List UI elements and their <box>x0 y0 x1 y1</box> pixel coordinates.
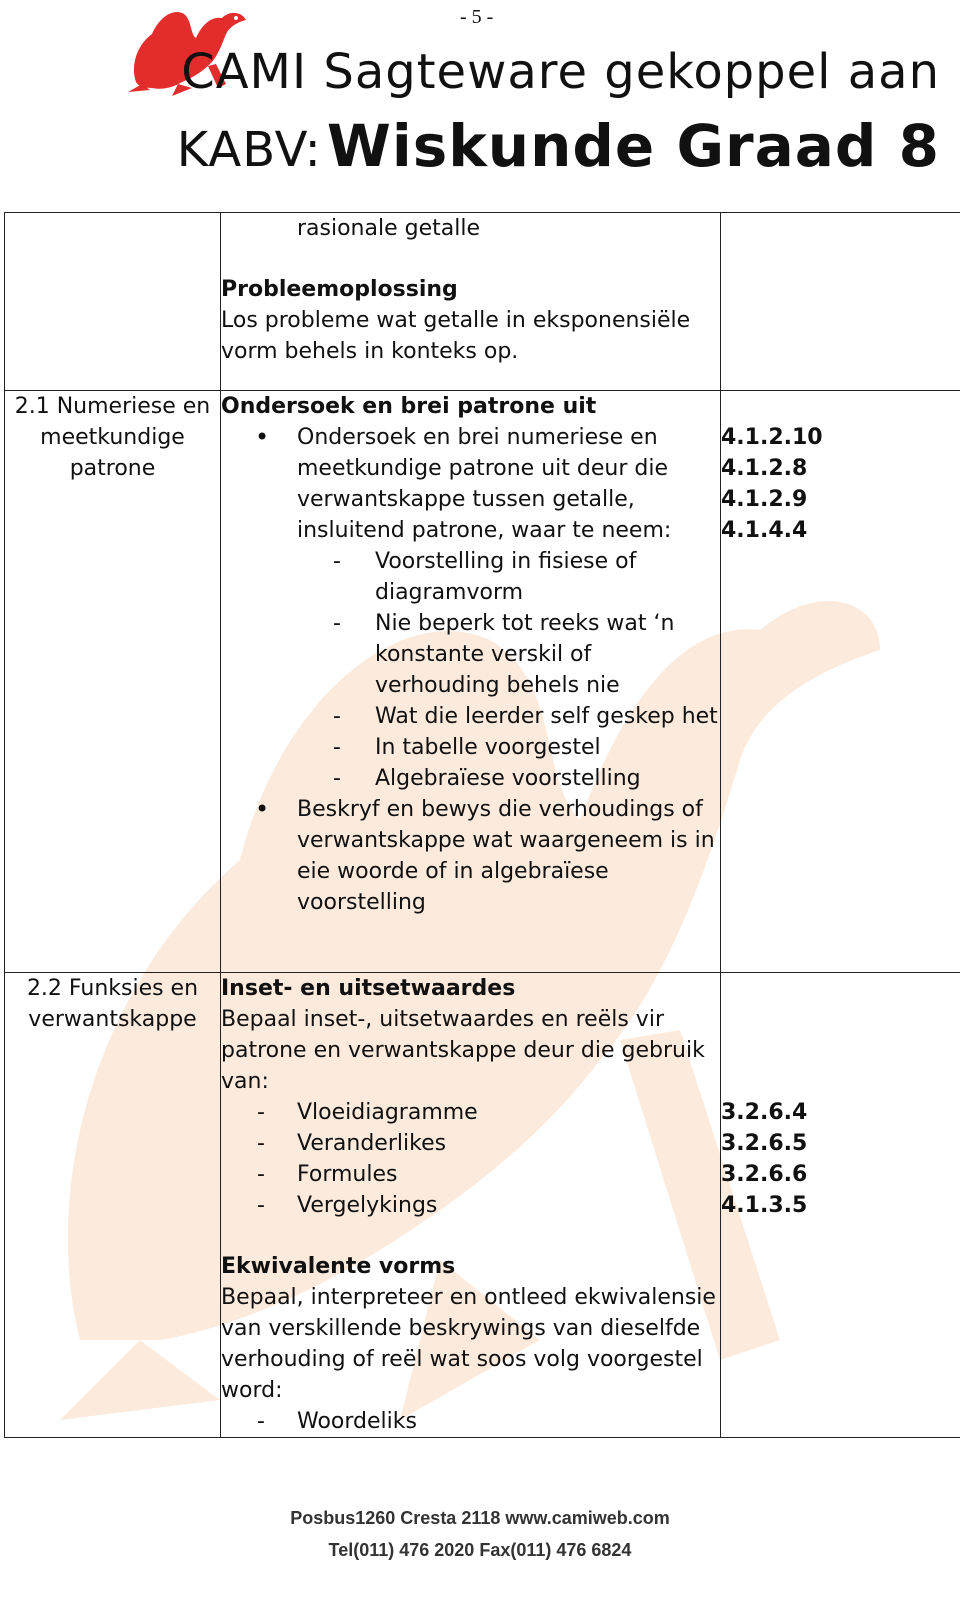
reference-code: 4.1.2.8 <box>721 456 808 481</box>
sub-item: - Algebraïese voorstelling <box>221 763 720 794</box>
paragraph: Los probleme wat getalle in eksponensiële vorm behels in konteks op. <box>221 308 691 364</box>
dash-item: - Vloeidiagramme <box>221 1097 720 1128</box>
dash-item: - Woordeliks <box>221 1406 720 1437</box>
section-heading: Probleemoplossing <box>221 277 458 302</box>
topic-cell: 2.2 Funksies en verwantskappe <box>5 973 221 1438</box>
dash-item: - Formules <box>221 1159 720 1190</box>
reference-code: 3.2.6.4 <box>721 1100 808 1125</box>
content-cell <box>221 391 721 973</box>
topic-cell: 2.1 Numeriese en meetkundige patrone <box>5 391 221 973</box>
footer-contact: Tel(011) 476 2020 Fax(011) 476 6824 <box>328 1540 632 1560</box>
reference-cell <box>721 213 960 391</box>
paragraph: Bepaal, interpreteer en ontleed ekwivalensie van verskillende beskrywings van dieselfde verhouding of reël wat soos volg voorgestel word: <box>221 1285 716 1403</box>
content-cell <box>221 973 721 1438</box>
title-prefix: KABV: <box>176 122 322 178</box>
topic-cell <box>5 213 221 391</box>
content-cell <box>221 213 721 391</box>
title-main: Wiskunde Graad 8 <box>326 112 940 180</box>
reference-cell <box>721 391 960 973</box>
dash-item: - Veranderlikes <box>221 1128 720 1159</box>
reference-code: 3.2.6.5 <box>721 1131 808 1156</box>
page-number: - 5 - <box>460 6 494 28</box>
sub-item: - Wat die leerder self geskep het <box>221 701 720 732</box>
reference-code: 4.1.2.9 <box>721 487 808 512</box>
sub-item: - In tabelle voorgestel <box>221 732 720 763</box>
content-line: rasionale getalle <box>297 216 480 241</box>
section-heading: Inset- en uitsetwaardes <box>221 976 516 1001</box>
dash-item: - Vergelykings <box>221 1190 720 1221</box>
sub-item: - Voorstelling in fisiese of diagramvorm <box>221 546 720 608</box>
bullet-item: • Ondersoek en brei numeriese en meetkundige patrone uit deur die verwantskappe tussen getalle, insluitend patrone, waar te neem: <box>221 422 720 546</box>
reference-code: 4.1.4.4 <box>721 518 808 543</box>
sub-item: - Nie beperk tot reeks wat ‘n konstante verskil of verhouding behels nie <box>221 608 720 701</box>
document-title-line1: CAMI Sagteware gekoppel aan <box>181 44 940 100</box>
reference-code: 3.2.6.6 <box>721 1162 808 1187</box>
section-heading: Ondersoek en brei patrone uit <box>221 394 597 419</box>
reference-cell <box>721 973 960 1438</box>
footer-address: Posbus1260 Cresta 2118 www.camiweb.com <box>290 1508 670 1528</box>
reference-code: 4.1.2.10 <box>721 425 823 450</box>
table-row <box>5 391 960 973</box>
reference-code: 4.1.3.5 <box>721 1193 808 1218</box>
table-row <box>5 973 960 1438</box>
paragraph: Bepaal inset-, uitsetwaardes en reëls vir patrone en verwantskappe deur die gebruik van: <box>221 1007 705 1094</box>
table-row <box>5 213 960 391</box>
bullet-item: • Beskryf en bewys die verhoudings of verwantskappe wat waargeneem is in eie woorde of in algebraïese voorstelling <box>221 794 720 918</box>
section-heading: Ekwivalente vorms <box>221 1254 456 1279</box>
curriculum-table <box>4 212 960 1438</box>
document-title-line2 <box>177 112 940 180</box>
